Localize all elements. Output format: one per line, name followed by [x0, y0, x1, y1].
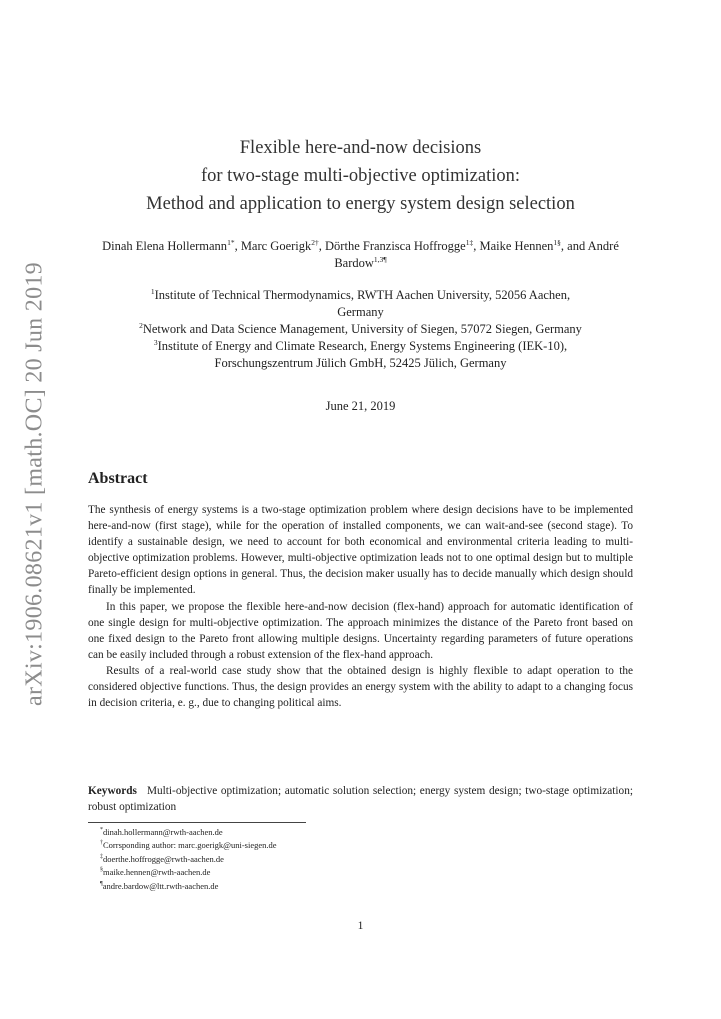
- keywords-section: [88, 783, 633, 815]
- affiliation-mark: 3: [153, 337, 158, 347]
- author-name: André Bardow: [334, 239, 619, 270]
- keywords-text: Multi-objective optimization; automatic solution selection; energy system design; two-stage optimization; robust optimization: [88, 785, 633, 814]
- author-list: [90, 238, 631, 272]
- author-name: Dinah Elena Hollermann: [102, 239, 228, 253]
- author-separator: , and: [560, 239, 588, 253]
- title-line: Method and application to energy system design selection: [146, 194, 575, 214]
- affiliation-text: Institute of Energy and Climate Research, Energy Systems Engineering (IEK-10),: [157, 339, 568, 353]
- footnote-text: dinah.hollermann@rwth-aachen.de: [103, 827, 223, 837]
- footnote-mark: ¶: [100, 880, 103, 887]
- author-separator: ,: [318, 239, 326, 253]
- arxiv-id: arXiv:1906.08621v1 [math.OC] 20 Jun 2019: [21, 262, 48, 706]
- footnote: [100, 880, 277, 893]
- affiliation-line: Germany: [337, 305, 384, 319]
- author-mark: 2†: [311, 237, 319, 247]
- author-mark: 1‡: [465, 237, 474, 247]
- author-mark: 1§: [553, 237, 561, 247]
- paper-title: [0, 134, 721, 218]
- affiliation-line: [80, 287, 641, 304]
- affiliation-text: Network and Data Science Management, University of Siegen, 57072 Siegen, Germany: [142, 322, 582, 336]
- abstract-paragraph: Results of a real-world case study show that the obtained design is highly flexible to adapt operation to the considered objective functions. Thus, the design provides an energy system with the ability to adapt to a changing focus in decision criteria, e. g., due to changing political aims.: [88, 664, 633, 710]
- footnote: [100, 839, 277, 852]
- footnote: [100, 826, 277, 839]
- title-line: for two-stage multi-objective optimization:: [200, 166, 521, 186]
- footnote-mark: *: [100, 827, 103, 834]
- footnote-mark: †: [100, 840, 103, 847]
- footnote: [100, 853, 277, 866]
- page-number: 1: [357, 920, 364, 932]
- author-name: Dörthe Franzisca Hoffrogge: [325, 239, 466, 253]
- footnotes: [100, 826, 277, 893]
- keywords-label: Keywords: [88, 785, 137, 797]
- footnote-text: doerthe.hoffrogge@rwth-aachen.de: [103, 853, 224, 864]
- footnote-divider: [88, 822, 306, 823]
- footnote-mark: §: [100, 867, 103, 874]
- abstract-body: [88, 502, 633, 711]
- author-separator: ,: [473, 239, 480, 253]
- author-name: Marc Goerigk: [240, 239, 312, 253]
- affiliations: [80, 287, 641, 372]
- affiliation-line: Forschungszentrum Jülich GmbH, 52425 Jülich, Germany: [214, 356, 507, 370]
- footnote-mark: ‡: [100, 853, 103, 860]
- title-line: Flexible here-and-now decisions: [239, 138, 482, 158]
- footnote: [100, 866, 277, 879]
- author-mark: 1*: [227, 237, 235, 247]
- author-separator: ,: [234, 239, 241, 253]
- abstract-paragraph: The synthesis of energy systems is a two-stage optimization problem where design decisions have to be implemented here-and-now (first stage), while for the operation of installed components, we can wait-and-see (second stage). To identify a sustainable design, we need to account for both economical and environmental criteria leading to multi-objective optimization problems. However, multi-objective optimization leads not to one optimal design but to multiple Pareto-efficient design options in general. Thus, the decision maker usually has to decide manually which design should finally be implemented.: [88, 504, 633, 597]
- affiliation-line: [80, 338, 641, 355]
- footnote-text: andre.bardow@ltt.rwth-aachen.de: [102, 880, 219, 891]
- author-mark: 1,3¶: [373, 254, 387, 264]
- affiliation-mark: 1: [150, 286, 155, 296]
- abstract-heading: Abstract: [88, 470, 148, 487]
- author-name: Maike Hennen: [479, 239, 554, 253]
- footnote-text: maike.hennen@rwth-aachen.de: [103, 867, 211, 878]
- abstract-paragraph: In this paper, we propose the flexible here-and-now decision (flex-hand) approach for automatic identification of one single design for multi-objective optimization. The approach minimizes the distance of the Pareto front based on one fixed design to the Pareto front allowing multiple designs. Uncertainty regarding parameters of future operations can be easily included through a robust extension of the flex-hand approach.: [88, 600, 633, 661]
- affiliation-mark: 2: [139, 320, 143, 330]
- affiliation-text: Institute of Technical Thermodynamics, RWTH Aachen University, 52056 Aachen,: [154, 288, 571, 302]
- footnote-text: Corrsponding author: marc.goerigk@uni-siegen.de: [103, 840, 277, 851]
- affiliation-line: [80, 321, 641, 338]
- publication-date: June 21, 2019: [325, 399, 396, 413]
